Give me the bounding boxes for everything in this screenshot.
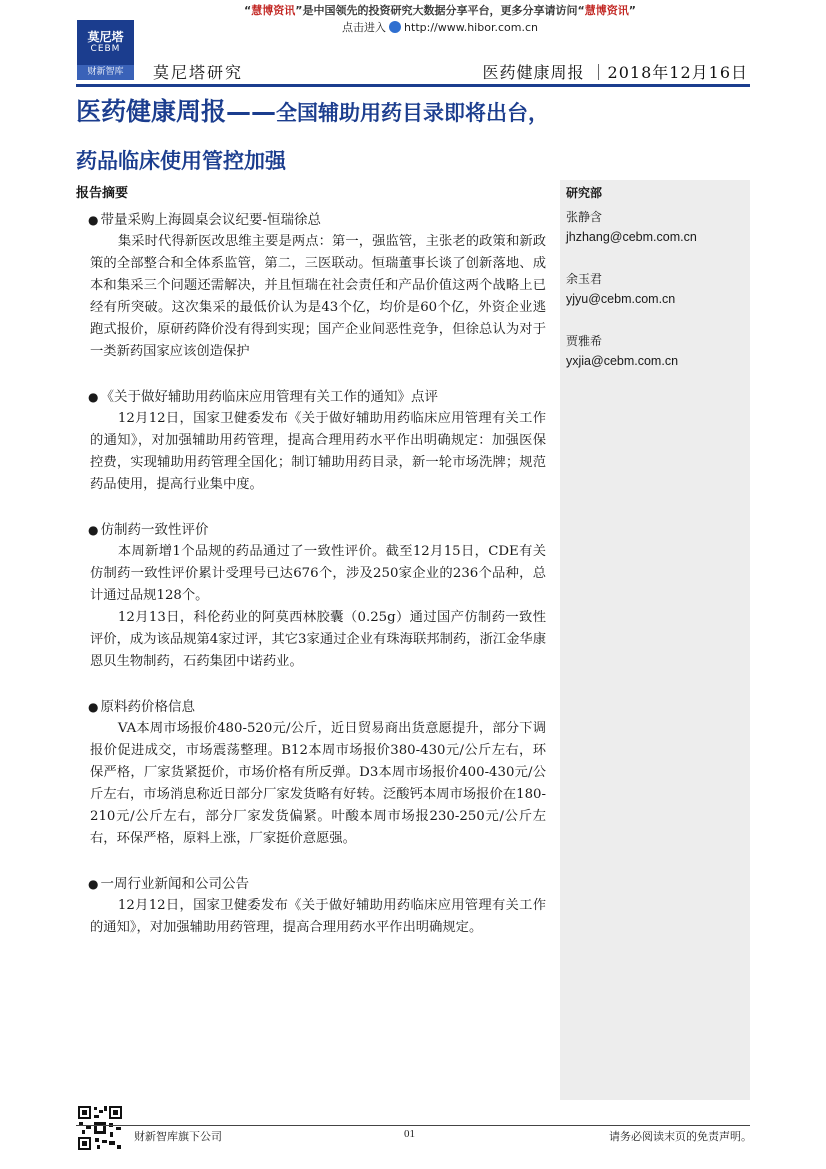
- section-paragraph: 本周新增1个品规的药品通过了一致性评价。截至12月15日，CDE有关仿制药一致性评价累计受理号已达676个，涉及250家企业的236个品种，总计通过品规128个。: [90, 544, 546, 603]
- section-title: [76, 386, 546, 408]
- abstract-section: [76, 696, 546, 850]
- logo-sub: CEBM: [90, 44, 121, 54]
- analyst-item: [566, 207, 746, 247]
- report-title-rest: 全国辅助用药目录即将出台，药品临床使用管控加强: [76, 100, 550, 173]
- banner-line-2[interactable]: [140, 19, 740, 36]
- section-title-text: 一周行业新闻和公司公告: [100, 876, 249, 892]
- qr-code-icon: [77, 1105, 123, 1151]
- section-title: [76, 519, 546, 541]
- analyst-email[interactable]: yxjia@cebm.com.cn: [566, 354, 679, 368]
- analyst-item: [566, 269, 746, 309]
- analyst-email[interactable]: jhzhang@cebm.com.cn: [566, 230, 697, 244]
- banner-quote-open: “: [244, 4, 252, 17]
- sidebar-heading: 研究部: [566, 186, 603, 200]
- header-rule: [76, 84, 750, 87]
- analyst-name: 贾雅希: [566, 334, 603, 348]
- section-paragraph: 12月12日，国家卫健委发布《关于做好辅助用药临床应用管理有关工作的通知》，对加强辅助用药管理，提高合理用药水平作出明确规定：加强医保控费，实现辅助用药管理全国化；制订辅助用药目录，新一轮市场洗牌；规范药品使用，提高行业集中度。: [90, 411, 546, 492]
- header-report-info: 医药健康周报 ｜2018年12月16日: [482, 63, 748, 82]
- section-title-text: 原料药价格信息: [100, 699, 195, 715]
- banner-click-text[interactable]: 点击进入: [342, 21, 387, 34]
- globe-icon: [389, 21, 401, 33]
- banner-line-1: [140, 2, 740, 19]
- report-abstract: [76, 182, 546, 962]
- banner-brand: 慧博资讯: [251, 4, 296, 17]
- section-title-text: 仿制药一致性评价: [100, 522, 209, 538]
- analyst-email[interactable]: yjyu@cebm.com.cn: [566, 292, 676, 306]
- analyst-item: [566, 331, 746, 371]
- footer-rule: [76, 1125, 750, 1126]
- report-title: [76, 88, 556, 185]
- footer-disclaimer: 请务必阅读末页的免责声明。: [609, 1130, 752, 1143]
- analyst-name: 余玉君: [566, 272, 603, 286]
- bullet-icon: ●: [88, 877, 99, 891]
- page-number: 01: [404, 1128, 415, 1140]
- banner-brand-2: 慧博资讯: [584, 4, 629, 17]
- abstract-section: [76, 519, 546, 673]
- section-title: [76, 209, 546, 231]
- analyst-sidebar: [566, 184, 746, 393]
- top-banner: [140, 2, 740, 36]
- section-title: [76, 873, 546, 895]
- header-brand: 莫尼塔研究: [153, 63, 244, 82]
- section-paragraph: 集采时代得新医改思维主要是两点：第一，强监管，主张老的政策和新政策的全部整合和全体系监管，第二，三医联动。恒瑞董事长谈了创新落地、成本和集采三个问题还需解决，并且恒瑞在社会责任和产品价值这两个战略上已经有所突破。这次集采的最低价认为是43个亿，均价是60个亿，外资企业逃跑式报价，原研药降价没有得到实现；国产企业间恶性竞争，但徐总认为对于一类新药国家应该创造保护: [90, 234, 546, 359]
- bullet-icon: ●: [88, 700, 99, 714]
- company-logo: [77, 20, 134, 80]
- report-title-main: 医药健康周报——: [76, 97, 277, 126]
- bullet-icon: ●: [88, 213, 99, 227]
- analyst-name: 张静含: [566, 210, 603, 224]
- section-title-text: 带量采购上海圆桌会议纪要-恒瑞徐总: [100, 212, 322, 228]
- banner-quote-close: ”: [628, 4, 636, 17]
- banner-link[interactable]: http://www.hibor.com.cn: [404, 21, 538, 34]
- logo-bottom: 财新智库: [77, 65, 134, 80]
- banner-text: ”是中国领先的投资研究大数据分享平台，更多分享请访问“: [295, 4, 585, 17]
- abstract-section: [76, 209, 546, 363]
- section-title: [76, 696, 546, 718]
- bullet-icon: ●: [88, 523, 99, 537]
- abstract-section: [76, 873, 546, 939]
- section-paragraph: 12月12日，国家卫健委发布《关于做好辅助用药临床应用管理有关工作的通知》，对加强辅助用药管理，提高合理用药水平作出明确规定。: [90, 898, 546, 935]
- bullet-icon: ●: [88, 390, 99, 404]
- section-paragraph: VA本周市场报价480-520元/公斤，近日贸易商出货意愿提升，部分下调报价促进成交，市场震荡整理。B12本周市场报价380-430元/公斤左右，环保严格，厂家货紧挺价，市场价格有所反弹。D3本周市场报价400-430元/公斤左右，市场消息称近日部分厂家发货略有好转。泛酸钙本周市场报价在180-210元/公斤左右，部分厂家发货偏紧。叶酸本周市场报230-250元/公斤左右，环保严格，原料上涨，厂家挺价意愿强。: [90, 721, 546, 846]
- logo-name: 莫尼塔: [87, 30, 124, 44]
- section-paragraph: 12月13日，科伦药业的阿莫西林胶囊（0.25g）通过国产仿制药一致性评价，成为该品规第4家过评，其它3家通过企业有珠海联邦制药，浙江金华康恩贝生物制药，石药集团中诺药业。: [90, 610, 546, 669]
- section-title-text: 《关于做好辅助用药临床应用管理有关工作的通知》点评: [100, 389, 438, 405]
- abstract-heading: 报告摘要: [76, 186, 129, 201]
- abstract-section: [76, 386, 546, 496]
- footer-company: 财新智库旗下公司: [134, 1130, 222, 1143]
